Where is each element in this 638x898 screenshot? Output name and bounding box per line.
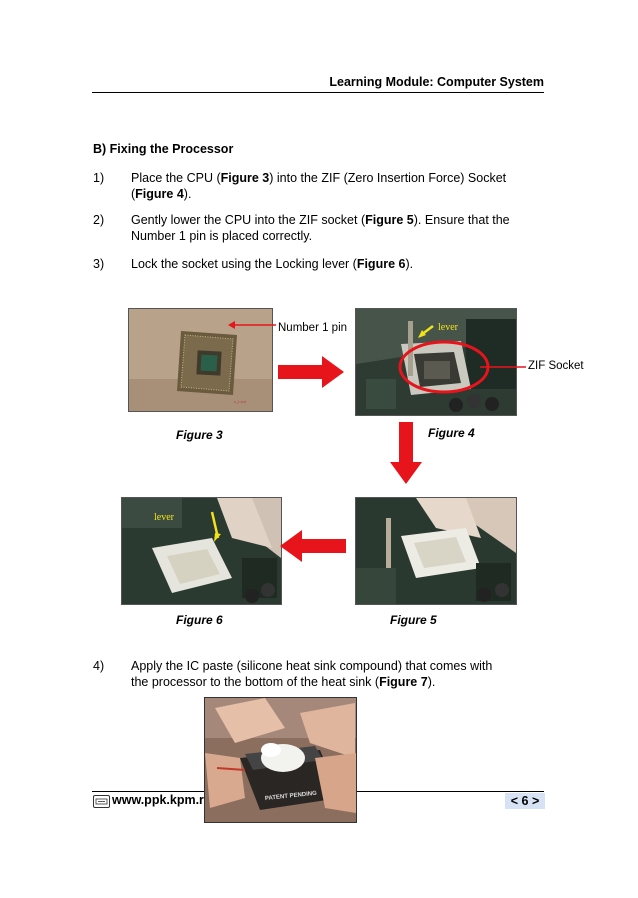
step-text: Place the CPU (Figure 3) into the ZIF (Zero Insertion Force) Socket (Figure 4). bbox=[131, 171, 507, 201]
figure-6-image bbox=[121, 497, 282, 605]
footer-url[interactable]: www.ppk.kpm.r bbox=[112, 793, 204, 807]
figure-4-caption: Figure 4 bbox=[428, 426, 475, 440]
svg-text:x_t cnt: x_t cnt bbox=[234, 399, 246, 404]
number-1-pin-label: Number 1 pin bbox=[278, 322, 348, 334]
patent-pending-text: PATENT PENDING bbox=[264, 790, 318, 803]
step-3 bbox=[93, 256, 553, 274]
step-number: 1) bbox=[93, 171, 105, 185]
figure-7-image bbox=[204, 697, 357, 823]
step-text: Lock the socket using the Locking lever (Figure 6). bbox=[131, 257, 414, 271]
right-arrow-icon bbox=[278, 356, 344, 388]
step-number: 4) bbox=[93, 659, 105, 673]
figure-3-caption: Figure 3 bbox=[176, 428, 223, 442]
step-text: Gently lower the CPU into the ZIF socket (Figure 5). Ensure that the Number 1 pin is placed correctly. bbox=[131, 213, 510, 243]
step-number: 2) bbox=[93, 213, 105, 227]
step-2 bbox=[93, 212, 553, 246]
ppk-logo-icon bbox=[93, 795, 110, 808]
header-title: Learning Module: Computer System bbox=[329, 75, 544, 89]
step-4 bbox=[93, 658, 553, 692]
page-number-badge: < 6 > bbox=[505, 793, 545, 809]
step-1 bbox=[93, 170, 553, 204]
section-heading: B) Fixing the Processor bbox=[93, 142, 234, 156]
number-1-pin-pointer bbox=[228, 318, 278, 332]
figure-5-image bbox=[355, 497, 517, 605]
zif-socket-label: ZIF Socket bbox=[528, 360, 584, 372]
figure-5-caption: Figure 5 bbox=[390, 613, 437, 627]
lever-label-fig4: lever bbox=[438, 322, 458, 333]
figure-6-caption: Figure 6 bbox=[176, 613, 223, 627]
step-number: 3) bbox=[93, 257, 105, 271]
lever-label-fig6: lever bbox=[154, 512, 174, 523]
down-arrow-icon bbox=[390, 422, 422, 484]
zif-socket-pointer bbox=[480, 360, 528, 374]
left-arrow-icon bbox=[280, 530, 346, 562]
header-rule bbox=[92, 92, 544, 93]
step-text: Apply the IC paste (silicone heat sink compound) that comes with the processor to the bottom of the heat sink (Figure 7). bbox=[131, 659, 493, 689]
